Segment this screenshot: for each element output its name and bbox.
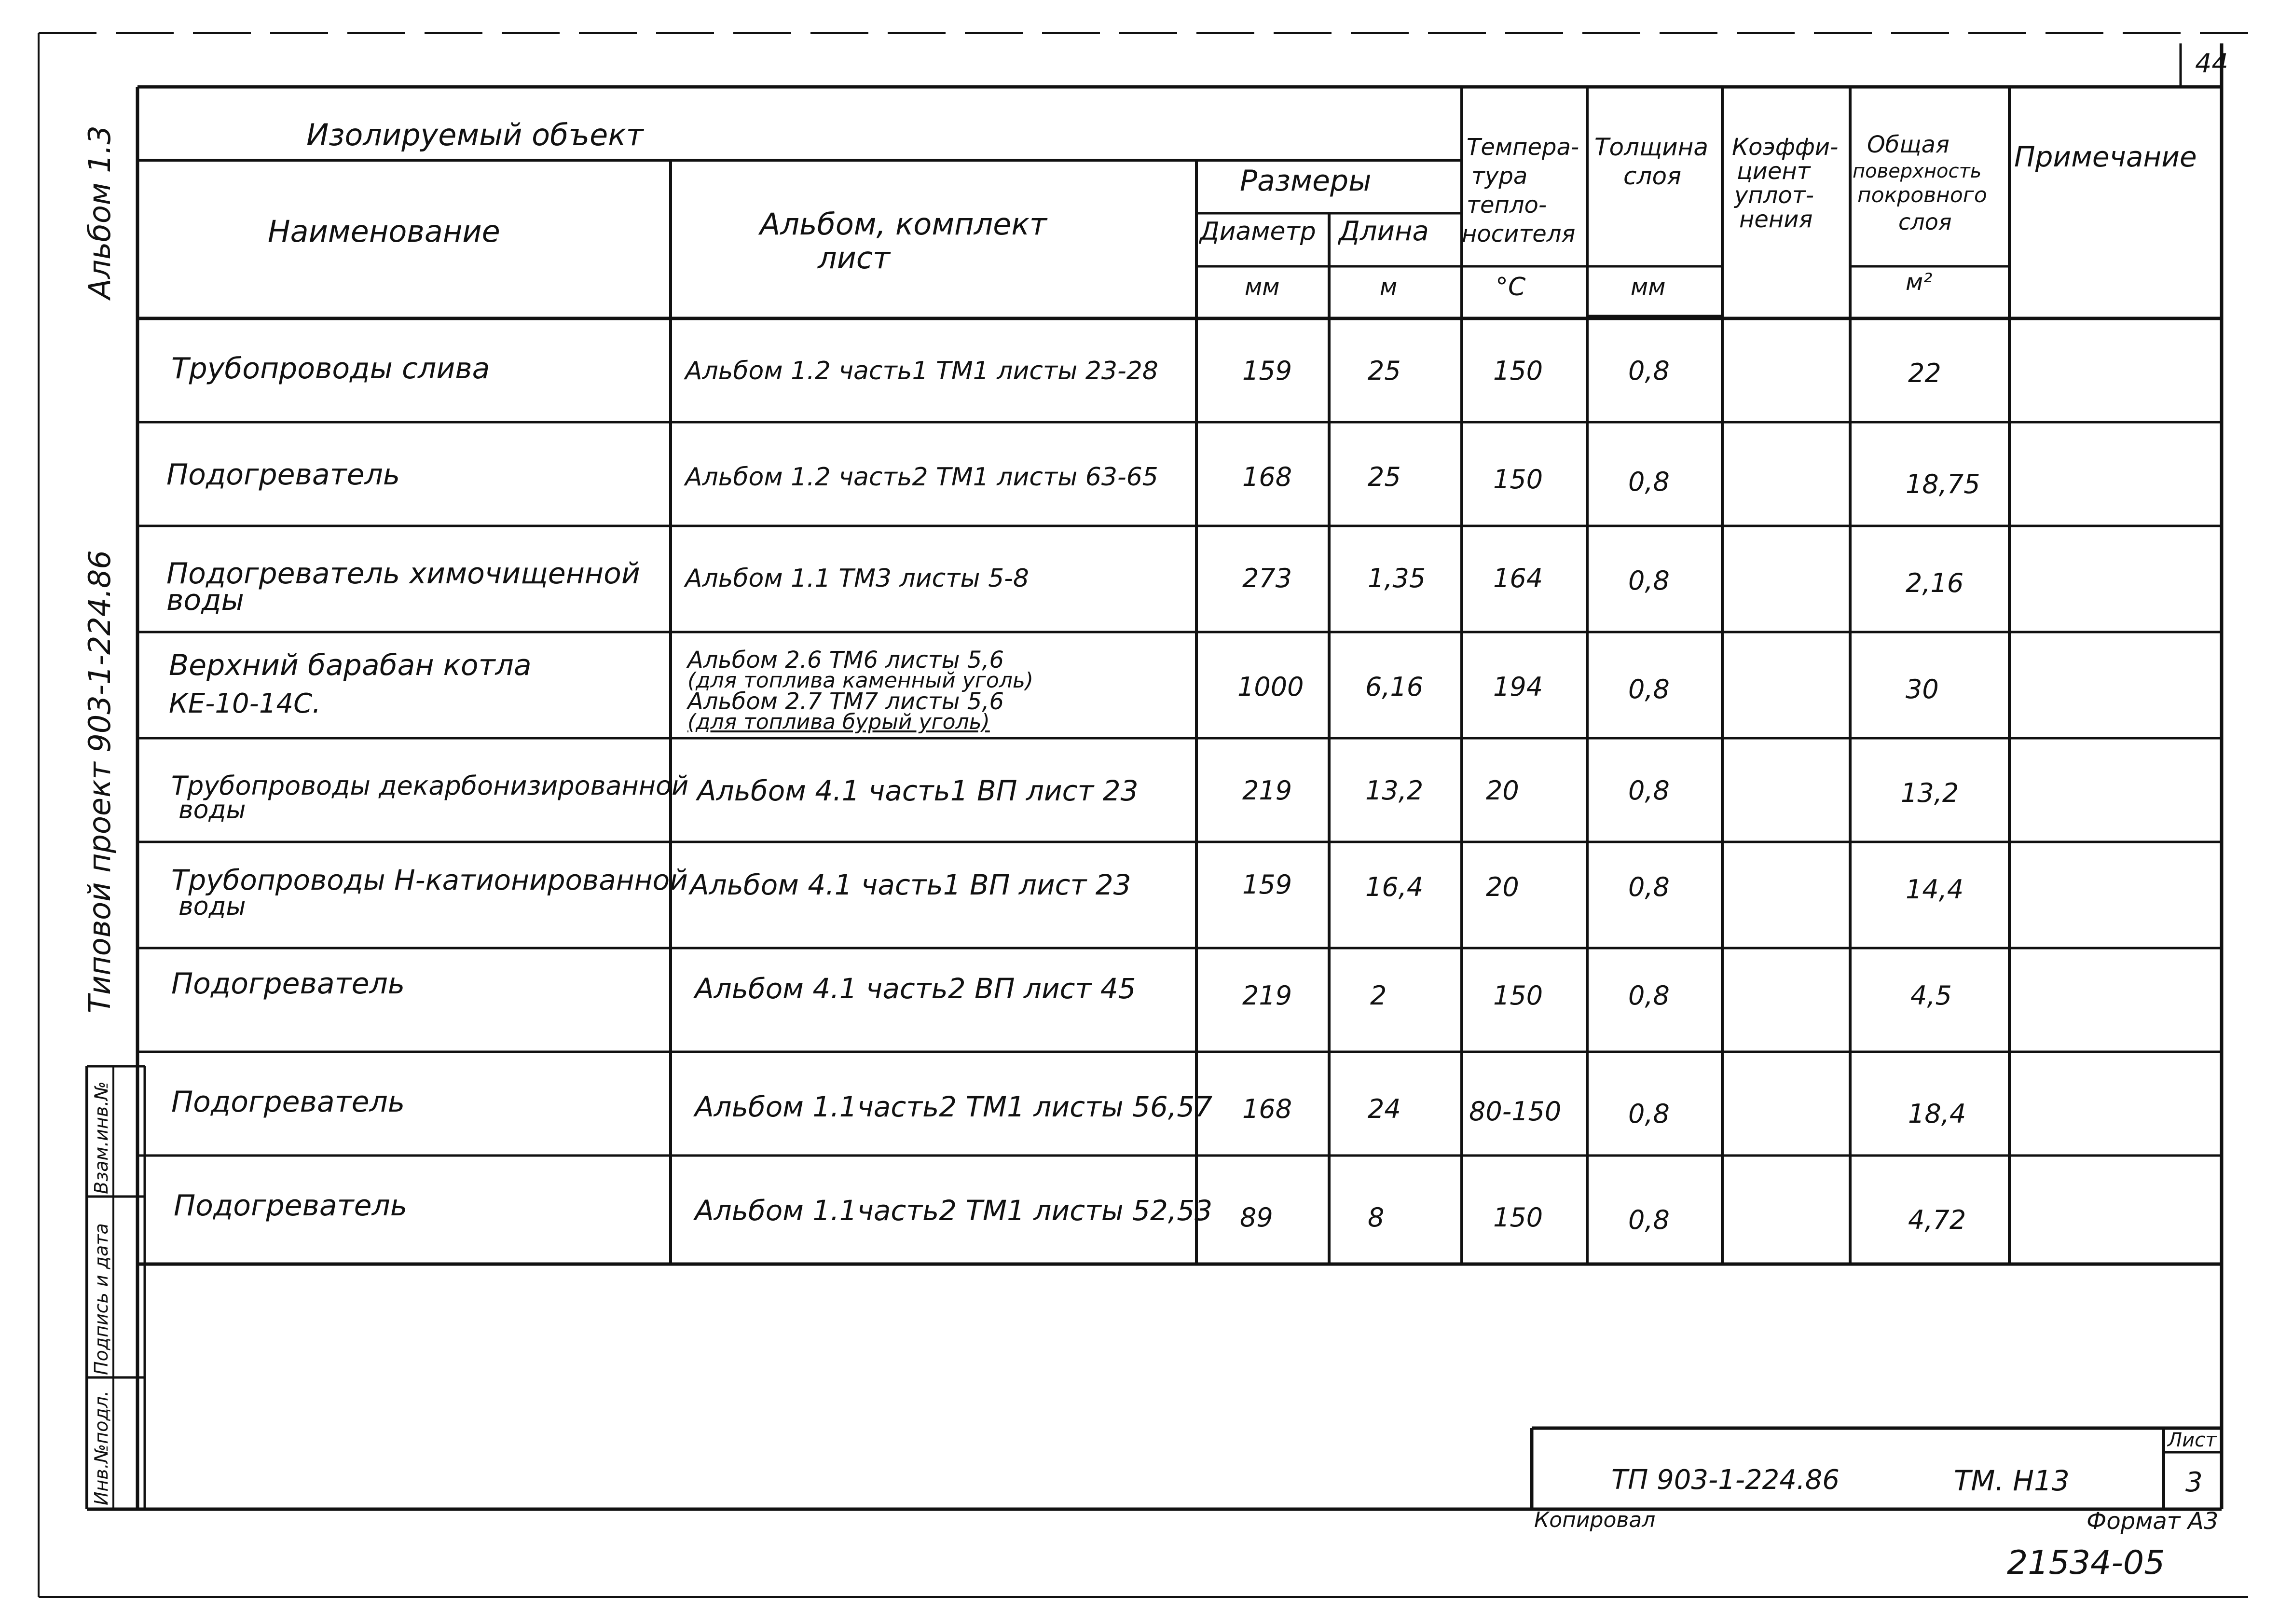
row3-surface: 2,16 — [1906, 568, 1964, 598]
row9-thickness: 0,8 — [1628, 1205, 1670, 1235]
row8-length: 24 — [1368, 1094, 1401, 1124]
row1-thickness: 0,8 — [1628, 356, 1670, 386]
row6-thickness: 0,8 — [1628, 872, 1670, 902]
row5-surface: 13,2 — [1901, 778, 1959, 808]
row8-thickness: 0,8 — [1628, 1099, 1670, 1129]
header-unit-surface: м² — [1906, 269, 1933, 296]
stamp-replaced-inv: Взам.инв.№ — [91, 1081, 112, 1194]
row4-length: 6,16 — [1365, 672, 1424, 702]
row9-length: 8 — [1368, 1202, 1385, 1233]
row8-surface: 18,4 — [1908, 1099, 1966, 1129]
row4-name-line2: КЕ-10-14С. — [169, 688, 321, 719]
row9-surface: 4,72 — [1908, 1205, 1966, 1235]
album-side-label: Альбом 1.3 — [82, 125, 117, 299]
row6-temp: 20 — [1486, 872, 1519, 902]
row7-surface: 4,5 — [1910, 980, 1952, 1011]
row7-diameter: 219 — [1242, 980, 1292, 1011]
row2-diameter: 168 — [1242, 462, 1292, 492]
row2-name: Подогреватель — [166, 458, 400, 492]
row2-length: 25 — [1368, 462, 1401, 492]
row6-name-line1: Трубопроводы Н-катионированной — [171, 864, 688, 896]
row1-temp: 150 — [1493, 356, 1543, 386]
header-thickness-line1: Толщина — [1594, 133, 1709, 161]
header-album-line1: Альбом, комплект — [760, 206, 1047, 242]
header-coef-line3: уплот- — [1734, 182, 1814, 209]
row1-surface: 22 — [1908, 358, 1941, 388]
row9-temp: 150 — [1493, 1202, 1543, 1233]
row4-album-line2: (для топлива каменный уголь) — [687, 668, 1034, 693]
stamp-signature-date: Подпись и дата — [91, 1223, 112, 1375]
row5-thickness: 0,8 — [1628, 775, 1670, 806]
row1-length: 25 — [1368, 356, 1401, 386]
row8-album: Альбом 1.1часть2 ТМ1 листы 56,57 — [695, 1090, 1213, 1123]
row8-diameter: 168 — [1242, 1094, 1292, 1124]
header-coef-line4: нения — [1739, 206, 1813, 233]
title-document-code: ТП 903-1-224.86 — [1611, 1464, 1840, 1496]
row2-temp: 150 — [1493, 464, 1543, 495]
row6-surface: 14,4 — [1906, 874, 1964, 905]
footer-archive-number: 21534-05 — [2007, 1544, 2165, 1582]
row7-temp: 150 — [1493, 980, 1543, 1011]
row4-album-line3: Альбом 2.7 ТМ7 листы 5,6 — [687, 688, 1004, 715]
row5-diameter: 219 — [1242, 775, 1292, 806]
row2-surface: 18,75 — [1906, 469, 1980, 499]
header-surface-line3: покровного — [1857, 183, 1987, 207]
header-thickness-line2: слоя — [1623, 162, 1682, 190]
row4-surface: 30 — [1906, 674, 1939, 704]
row2-album: Альбом 1.2 часть2 ТМ1 листы 63-65 — [685, 463, 1158, 492]
row3-length: 1,35 — [1368, 563, 1426, 593]
row2-thickness: 0,8 — [1628, 467, 1670, 497]
row6-album: Альбом 4.1 часть1 ВП лист 23 — [690, 868, 1131, 901]
row3-diameter: 273 — [1242, 563, 1292, 593]
row3-album: Альбом 1.1 ТМ3 листы 5-8 — [685, 564, 1029, 593]
row3-thickness: 0,8 — [1628, 565, 1670, 596]
header-unit-temp: °С — [1496, 273, 1526, 302]
header-insulated-object: Изолируемый объект — [306, 117, 644, 152]
row3-temp: 164 — [1493, 563, 1543, 593]
row5-album: Альбом 4.1 часть1 ВП лист 23 — [697, 774, 1139, 807]
row5-temp: 20 — [1486, 775, 1519, 806]
row4-thickness: 0,8 — [1628, 674, 1670, 704]
row4-temp: 194 — [1493, 672, 1543, 702]
stamp-inv-original: Инв.№подл. — [91, 1390, 112, 1505]
row1-name: Трубопроводы слива — [171, 352, 490, 385]
header-temp-line4: носителя — [1462, 220, 1576, 248]
header-temp-line1: Темпера- — [1467, 134, 1579, 161]
row4-album-line1: Альбом 2.6 ТМ6 листы 5,6 — [687, 647, 1004, 674]
row8-name: Подогреватель — [171, 1085, 405, 1119]
header-unit-diameter: мм — [1245, 274, 1280, 301]
row3-name-line1: Подогреватель химочищенной — [166, 557, 640, 591]
header-temp-line3: тепло- — [1467, 192, 1547, 219]
header-temp-line2: тура — [1471, 163, 1528, 190]
row7-length: 2 — [1370, 980, 1387, 1011]
row8-temp: 80-150 — [1469, 1096, 1562, 1127]
row6-length: 16,4 — [1365, 872, 1424, 902]
row3-name-line2: воды — [166, 583, 244, 617]
row1-album: Альбом 1.2 часть1 ТМ1 листы 23-28 — [685, 357, 1158, 385]
footer-format: Формат А3 — [2087, 1508, 2219, 1535]
header-album-line2: лист — [818, 240, 891, 275]
row7-name: Подогреватель — [171, 967, 405, 1001]
title-sheet-number: 3 — [2185, 1467, 2203, 1498]
row5-name-line1: Трубопроводы декарбонизированной — [171, 771, 689, 801]
row7-thickness: 0,8 — [1628, 980, 1670, 1011]
header-diameter: Диаметр — [1200, 217, 1316, 246]
header-name: Наименование — [268, 214, 500, 249]
row5-name-line2: воды — [178, 796, 246, 825]
row4-diameter: 1000 — [1237, 672, 1304, 702]
header-surface-line1: Общая — [1867, 131, 1950, 158]
page-number: 44 — [2195, 48, 2228, 79]
header-unit-thickness: мм — [1631, 274, 1666, 301]
header-surface-line4: слоя — [1898, 209, 1952, 235]
header-sizes: Размеры — [1240, 164, 1372, 198]
row9-album: Альбом 1.1часть2 ТМ1 листы 52,53 — [695, 1194, 1213, 1227]
row9-diameter: 89 — [1240, 1202, 1273, 1233]
header-surface-line2: поверхность — [1853, 160, 1982, 182]
row9-name: Подогреватель — [174, 1189, 408, 1223]
row6-diameter: 159 — [1242, 869, 1292, 900]
header-unit-length: м — [1380, 274, 1398, 301]
row6-name-line2: воды — [178, 892, 246, 921]
row7-album: Альбом 4.1 часть2 ВП лист 45 — [695, 972, 1136, 1005]
title-sheet-label: Лист — [2168, 1429, 2217, 1451]
row4-name-line1: Верхний барабан котла — [169, 648, 532, 682]
row5-length: 13,2 — [1365, 775, 1424, 806]
title-section: ТМ. Н13 — [1954, 1464, 2070, 1497]
header-note: Примечание — [2014, 140, 2197, 173]
project-side-label: Типовой проект 903-1-224.86 — [82, 550, 117, 1013]
row4-album-line4: (для топлива бурый уголь) — [687, 710, 990, 734]
header-length: Длина — [1339, 216, 1429, 247]
row1-diameter: 159 — [1242, 356, 1292, 386]
footer-copied: Копировал — [1534, 1508, 1656, 1532]
header-coef-line1: Коэффи- — [1732, 134, 1839, 161]
header-coef-line2: циент — [1737, 158, 1811, 185]
